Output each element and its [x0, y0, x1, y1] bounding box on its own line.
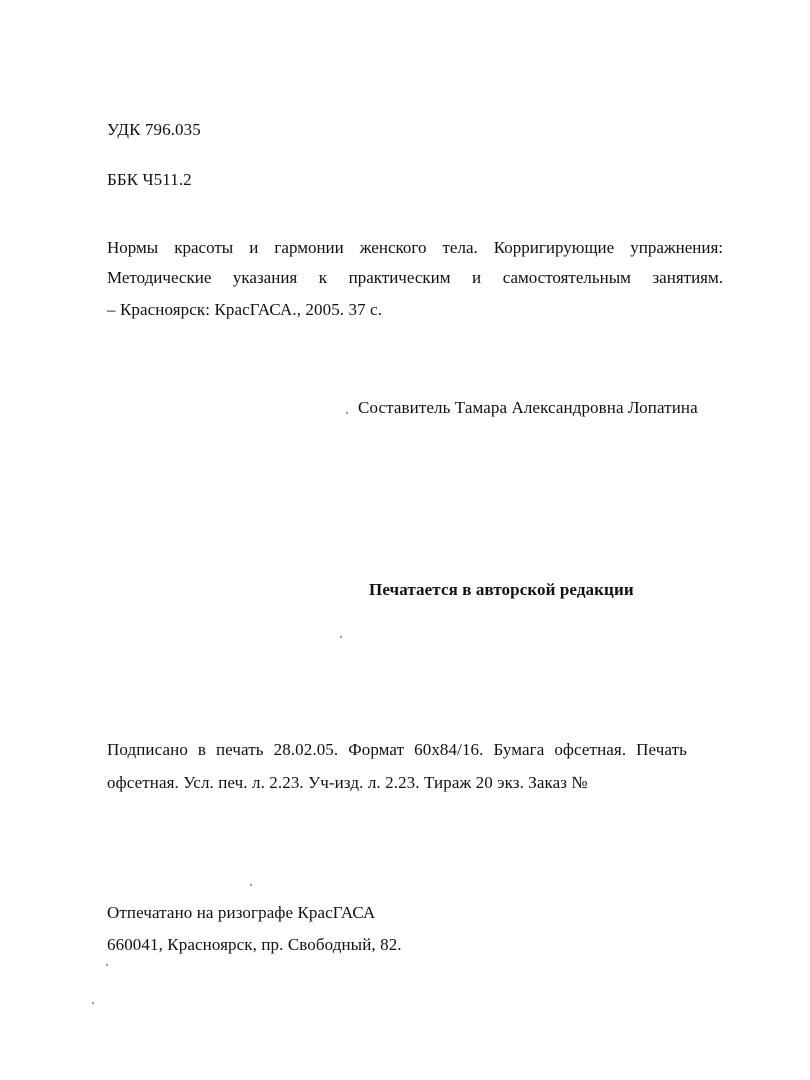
citation-line-1: Нормы красоты и гармонии женского тела. Корригирующие упражнения:: [107, 238, 723, 257]
scan-speck: [346, 412, 348, 414]
edition-note: Печатается в авторской редакции: [369, 580, 634, 599]
compiler-line: Составитель Тамара Александровна Лопатина: [358, 398, 698, 417]
scan-speck: [106, 964, 108, 966]
scan-speck: [250, 884, 252, 886]
scan-speck: [340, 636, 342, 638]
imprint-line-2: офсетная. Усл. печ. л. 2.23. Уч-изд. л. 2.23. Тираж 20 экз. Заказ №: [107, 773, 588, 792]
bbk-code: ББК Ч511.2: [107, 170, 192, 189]
citation-line-3: – Красноярск: КрасГАСА., 2005. 37 с.: [107, 300, 383, 319]
printer-line-1: Отпечатано на ризографе КрасГАСА: [107, 903, 376, 922]
printer-line-2: 660041, Красноярск, пр. Свободный, 82.: [107, 935, 402, 954]
scan-speck: [92, 1002, 94, 1004]
udk-code: УДК 796.035: [107, 120, 201, 139]
citation-line-2: Методические указания к практическим и самостоятельным занятиям.: [107, 268, 723, 287]
imprint-line-1: Подписано в печать 28.02.05. Формат 60х84/16. Бумага офсетная. Печать: [107, 740, 687, 759]
